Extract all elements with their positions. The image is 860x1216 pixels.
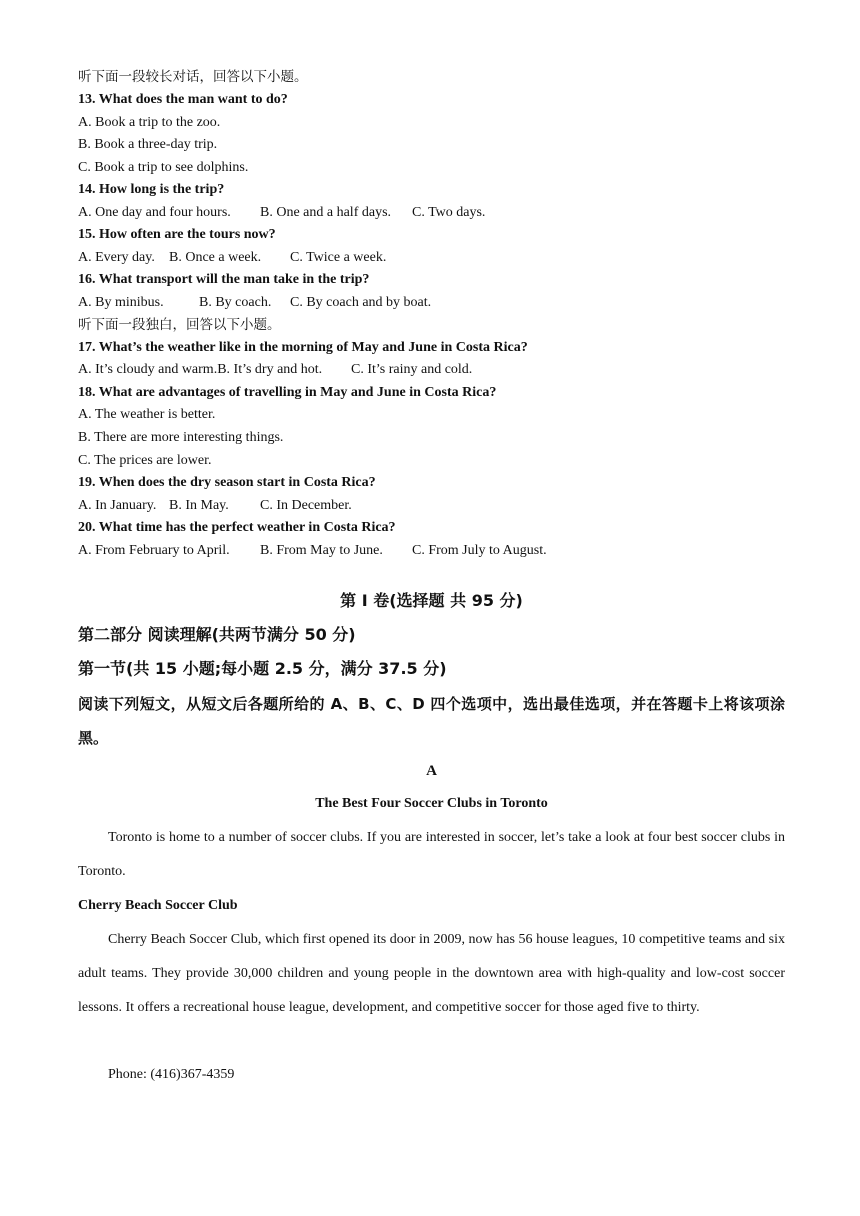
q19-options	[78, 497, 352, 515]
q15-options	[78, 249, 386, 267]
cherry-beach-paragraph-text: Cherry Beach Soccer Club, which first opened its door in 2009, now has 56 house leagues, 10 competitive teams and six adult teams. They provide 30,000 children and young people in the downtown area with high-quality and low-cost soccer lessons. It offers a recreational house league, development, and competitive soccer for those aged five to thirty.	[78, 932, 785, 1015]
q20-options	[78, 542, 547, 560]
intro-paragraph	[78, 821, 785, 889]
q15-option-a: A. Every day.	[78, 250, 155, 265]
q17-option-ab: A. It’s cloudy and warm.B. It’s dry and hot.	[78, 362, 323, 377]
q18-option-c: C. The prices are lower.	[78, 453, 212, 468]
cherry-beach-phone: Phone: (416)367-4359	[108, 1067, 235, 1082]
q20-option-b: B. From May to June.	[260, 543, 383, 558]
q16-option-a: A. By minibus.	[78, 295, 164, 310]
dialogue-instruction: 听下面一段较长对话，回答以下小题。	[78, 69, 308, 85]
question-18: 18. What are advantages of travelling in May and June in Costa Rica?	[78, 385, 497, 400]
q18-option-a: A. The weather is better.	[78, 407, 216, 422]
q15-option-b: B. Once a week.	[169, 250, 262, 265]
section-title: 第一节(共 15 小题;每小题 2.5 分，满分 37.5 分)	[78, 659, 447, 678]
monologue-instruction: 听下面一段独白，回答以下小题。	[78, 317, 281, 333]
q16-option-b: B. By coach.	[199, 295, 272, 310]
q13-option-a: A. Book a trip to the zoo.	[78, 115, 221, 130]
question-19: 19. When does the dry season start in Costa Rica?	[78, 475, 376, 490]
q13-option-c: C. Book a trip to see dolphins.	[78, 160, 249, 175]
q20-option-c: C. From July to August.	[412, 543, 547, 558]
part-title: 第二部分 阅读理解(共两节满分 50 分)	[78, 625, 356, 644]
q16-option-c: C. By coach and by boat.	[290, 295, 432, 310]
q14-option-a: A. One day and four hours.	[78, 205, 231, 220]
q18-option-b: B. There are more interesting things.	[78, 430, 284, 445]
intro-paragraph-text: Toronto is home to a number of soccer clubs. If you are interested in soccer, let’s take a look at four best soccer clubs in Toronto.	[78, 830, 785, 879]
passage-letter: A	[426, 763, 437, 779]
q19-option-c: C. In December.	[260, 498, 352, 513]
q19-option-a: A. In January.	[78, 498, 157, 513]
q13-option-b: B. Book a three-day trip.	[78, 137, 218, 152]
volume-title: 第 I 卷(选择题 共 95 分)	[340, 591, 523, 610]
q14-options	[78, 204, 485, 222]
q14-option-c: C. Two days.	[412, 205, 486, 220]
cherry-beach-paragraph	[78, 923, 785, 1025]
question-14: 14. How long is the trip?	[78, 182, 225, 197]
passage-title: The Best Four Soccer Clubs in Toronto	[315, 796, 548, 811]
reading-instructions: 阅读下列短文，从短文后各题所给的 A、B、C、D 四个选项中，选出最佳选项，并在答题卡上将该项涂黑。	[78, 695, 785, 747]
q16-options	[78, 294, 431, 312]
question-13: 13. What does the man want to do?	[78, 92, 288, 107]
q20-option-a: A. From February to April.	[78, 543, 230, 558]
question-17: 17. What’s the weather like in the morning of May and June in Costa Rica?	[78, 340, 528, 355]
club-name-cherry-beach: Cherry Beach Soccer Club	[78, 898, 238, 913]
q19-option-b: B. In May.	[169, 498, 229, 513]
q15-option-c: C. Twice a week.	[290, 250, 387, 265]
question-15: 15. How often are the tours now?	[78, 227, 276, 242]
question-16: 16. What transport will the man take in the trip?	[78, 272, 370, 287]
q17-options	[78, 361, 472, 379]
q14-option-b: B. One and a half days.	[260, 205, 392, 220]
q17-option-c: C. It’s rainy and cold.	[351, 362, 473, 377]
question-20: 20. What time has the perfect weather in Costa Rica?	[78, 520, 396, 535]
